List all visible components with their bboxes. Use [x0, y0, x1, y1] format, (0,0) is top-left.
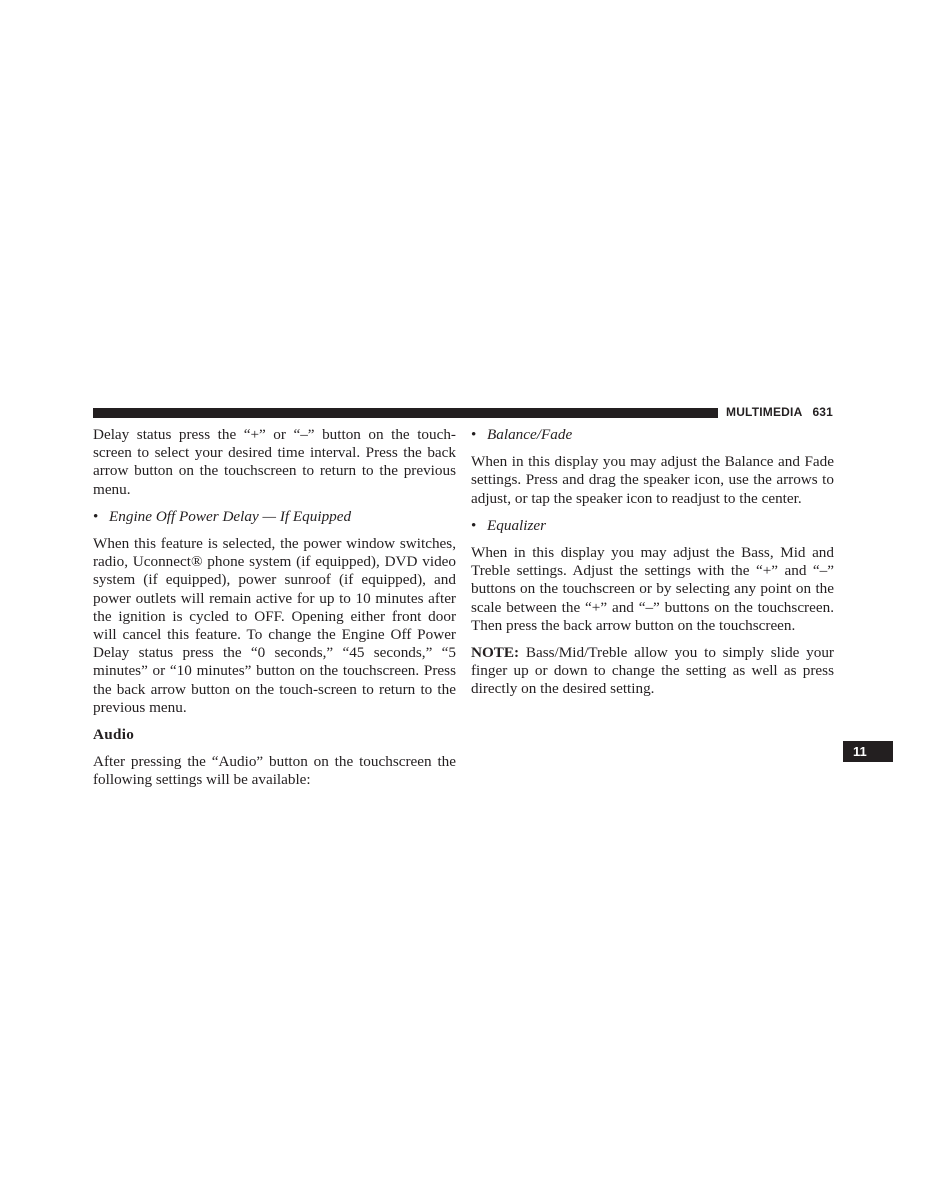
note-paragraph: [471, 644, 834, 699]
right-column: [471, 426, 834, 708]
note-text: Bass/Mid/Treble allow you to simply slide your finger up or down to change the setting as well as press directly on the desired setting.: [471, 644, 834, 698]
bullet-icon: •: [93, 507, 99, 525]
bullet-item-engine-off-power-delay: [93, 508, 456, 526]
bullet-label: Balance/Fade: [487, 426, 573, 443]
chapter-tab: 11: [843, 741, 893, 762]
note-label: NOTE:: [471, 644, 520, 662]
bullet-label: Equalizer: [487, 516, 547, 534]
paragraph: Delay status press the “+” or “–” button on the touch-screen to select your desired time interval. Press the back arrow button on the touchscreen to return to the previous menu.: [93, 426, 456, 498]
header-rule: [93, 408, 718, 418]
left-column: [93, 426, 456, 799]
bullet-icon: •: [471, 516, 477, 534]
bullet-item-equalizer: [471, 517, 834, 535]
bullet-icon: •: [471, 426, 477, 443]
paragraph: After pressing the “Audio” button on the touchscreen the following settings will be available:: [93, 753, 456, 789]
paragraph: When this feature is selected, the power window switches, radio, Uconnect® phone system (if equipped), DVD video system (if equipped), power sunroof (if equipped), and power outlets will remain active for up to 10 minutes after the ignition is cycled to OFF. Opening either front door will cancel this feature. To change the Engine Off Power Delay status press the “0 seconds,” “45 seconds,” “5 minutes” or “10 minutes” button on the touchscreen. Press the back arrow button on the touch-screen to return to the previous menu.: [93, 535, 456, 716]
bullet-label: Engine Off Power Delay — If Equipped: [109, 507, 352, 525]
section-title: MULTIMEDIA: [726, 405, 803, 419]
paragraph: When in this display you may adjust the Balance and Fade settings. Press and drag the speaker icon, use the arrows to adjust, or tap the speaker icon to readjust to the center.: [471, 453, 834, 507]
page-number: 631: [812, 405, 834, 419]
running-header: [726, 405, 833, 419]
paragraph: When in this display you may adjust the Bass, Mid and Treble settings. Adjust the settings with the “+” and “–” buttons on the touchscreen or by selecting any point on the scale between the “+” and “–” buttons on the touchscreen. Then press the back arrow button on the touchscreen.: [471, 544, 834, 634]
bullet-item-balance-fade: [471, 426, 834, 444]
subheading-audio: Audio: [93, 726, 135, 744]
